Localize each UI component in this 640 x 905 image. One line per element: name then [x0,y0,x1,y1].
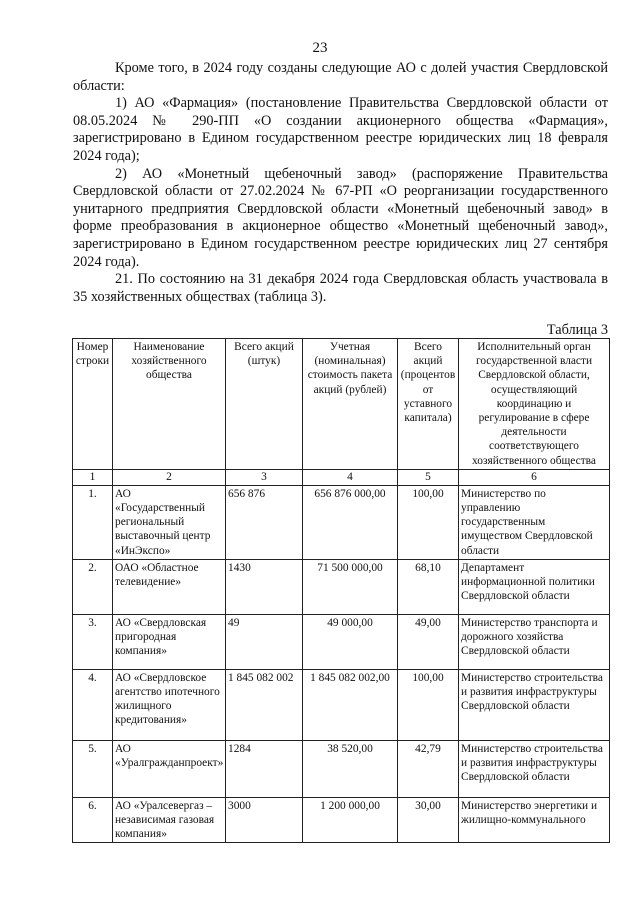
table-row [73,485,610,559]
intro-paragraph: Кроме того, в 2024 году созданы следующие АО с долей участия Свердловской области: [73,60,608,94]
company-name: АО «Свердловская пригородная компания» [113,614,226,669]
executive-body: Департамент информационной политики Свердловской области [459,559,610,614]
share-percent: 30,00 [398,797,459,843]
total-shares: 1430 [226,559,303,614]
executive-body: Министерство энергетики и жилищно-коммунального [459,797,610,843]
column-number: 6 [459,469,610,485]
row-number: 4. [73,669,113,740]
nominal-value: 38 520,00 [303,740,398,797]
row-number: 3. [73,614,113,669]
companies-table [72,338,610,843]
paragraph-21: 21. По состоянию на 31 декабря 2024 года Свердловская область участвовала в 35 хозяйственных обществах (таблица 3). [73,271,608,305]
column-number: 2 [113,469,226,485]
header-company-name: Наименование хозяйственного общества [113,339,226,470]
table-row [73,559,610,614]
page-number: 23 [312,40,328,56]
header-total-shares: Всего акций (штук) [226,339,303,470]
company-name: АО «Уралгражданпроект» [113,740,226,797]
header-executive-body: Исполнительный орган государственной власти Свердловской области, осуществляющий координацию и регулирование в сфере деятельности соответствующего хозяйственного общества [459,339,610,470]
header-row-number: Номер строки [73,339,113,470]
share-percent: 68,10 [398,559,459,614]
table-row [73,614,610,669]
table-row [73,797,610,843]
total-shares: 49 [226,614,303,669]
nominal-value: 1 200 000,00 [303,797,398,843]
table-row [73,740,610,797]
executive-body: Министерство строительства и развития инфраструктуры Свердловской области [459,740,610,797]
table-caption: Таблица 3 [546,322,608,338]
total-shares: 1 845 082 002 [226,669,303,740]
nominal-value: 656 876 000,00 [303,485,398,559]
body-text [73,60,608,306]
table-header-row [73,339,610,470]
total-shares: 1284 [226,740,303,797]
total-shares: 656 876 [226,485,303,559]
share-percent: 100,00 [398,669,459,740]
column-number: 3 [226,469,303,485]
company-name: АО «Уралсевергаз – независимая газовая компания» [113,797,226,843]
header-share-percent: Всего акций (процентов от уставного капитала) [398,339,459,470]
table-row [73,669,610,740]
row-number: 5. [73,740,113,797]
row-number: 2. [73,559,113,614]
row-number: 6. [73,797,113,843]
item-2-paragraph: 2) АО «Монетный щебеночный завод» (распоряжение Правительства Свердловской области от 27.02.2024 № 67-РП «О реорганизации государственного унитарного предприятия Свердловской области «Монетный щебеночный завод» в форме преобразования в акционерное общество «Монетный щебеночный завод», зарегистрировано в Едином государственном реестре юридических лиц 27 сентября 2024 года). [73,165,608,270]
nominal-value: 49 000,00 [303,614,398,669]
executive-body: Министерство транспорта и дорожного хозяйства Свердловской области [459,614,610,669]
nominal-value: 71 500 000,00 [303,559,398,614]
nominal-value: 1 845 082 002,00 [303,669,398,740]
company-name: ОАО «Областное телевидение» [113,559,226,614]
executive-body: Министерство по управлению государственным имуществом Свердловской области [459,485,610,559]
column-number-row [73,469,610,485]
row-number: 1. [73,485,113,559]
company-name: АО «Государственный региональный выставочный центр «ИнЭкспо» [113,485,226,559]
executive-body: Министерство строительства и развития инфраструктуры Свердловской области [459,669,610,740]
column-number: 4 [303,469,398,485]
item-1-paragraph: 1) АО «Фармация» (постановление Правительства Свердловской области от 08.05.2024 № 290-ПП «О создании акционерного общества «Фармация», зарегистрировано в Едином государственном реестре юридических лиц 18 февраля 2024 года); [73,95,608,164]
column-number: 5 [398,469,459,485]
share-percent: 100,00 [398,485,459,559]
header-nominal-value: Учетная (номинальная) стоимость пакета акций (рублей) [303,339,398,470]
column-number: 1 [73,469,113,485]
total-shares: 3000 [226,797,303,843]
share-percent: 42,79 [398,740,459,797]
share-percent: 49,00 [398,614,459,669]
company-name: АО «Свердловское агентство ипотечного жилищного кредитования» [113,669,226,740]
